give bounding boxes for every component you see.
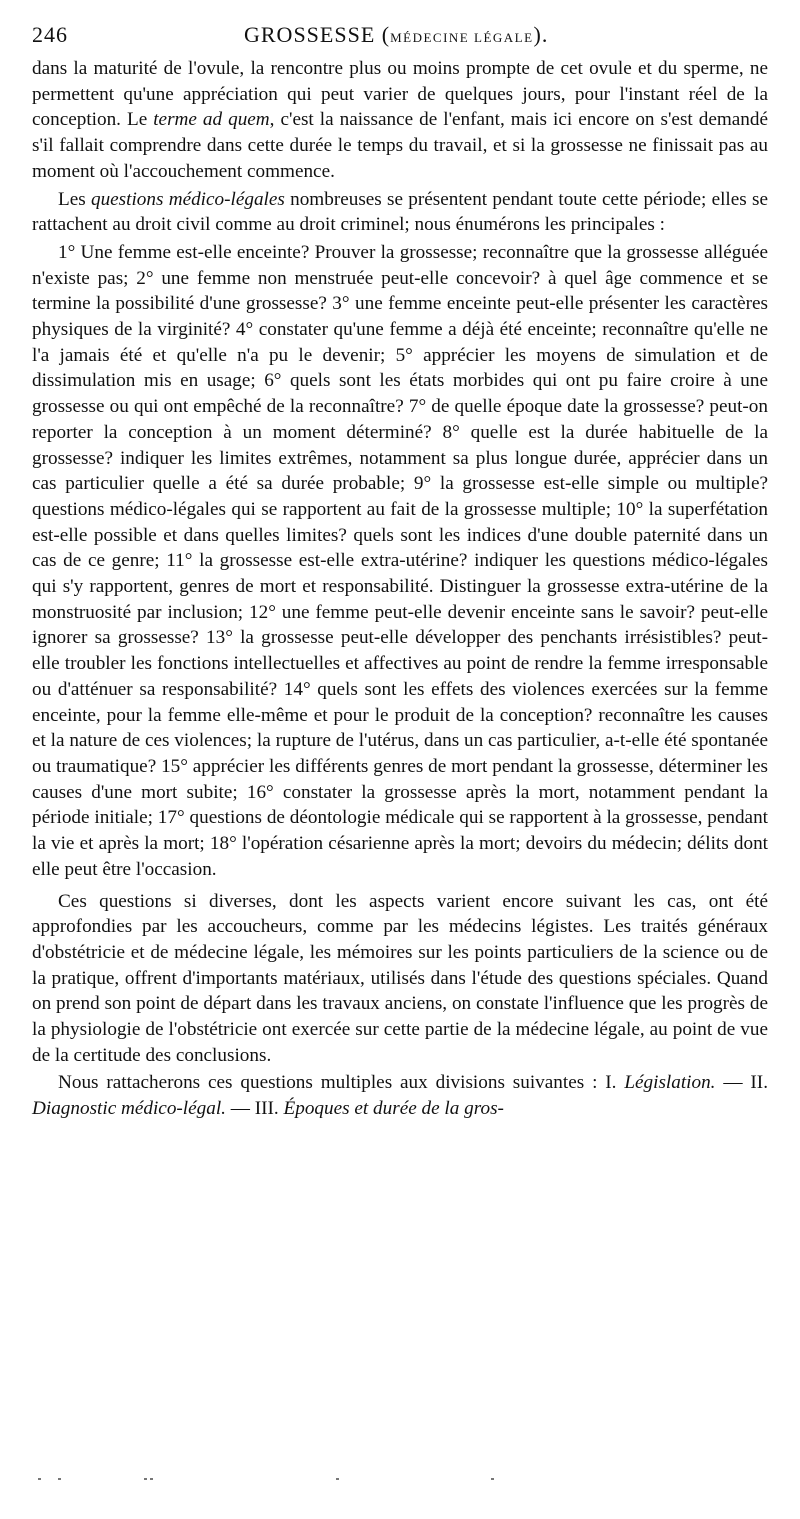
body-text xyxy=(32,56,768,1122)
paragraph-4-text: Ces questions si diverses, dont les aspects varient encore suivant les cas, ont été approfondies par les accoucheurs, comme par les médecins légistes. Les traités généraux d'obstétricie et de médecine légale, les mémoires sur les points particuliers de la science ou de la pratique, offrent d'importants matériaux, utilisés dans l'étude des questions spéciales. Quand on prend son point de départ dans les travaux anciens, on constate l'influence que les progrès de la physiologie de l'obstétricie ont exercée sur cette partie de la médecine légale, au point de vue de la certitude des conclusions. xyxy=(32,890,768,1066)
division-diagnostic: Diagnostic médico-légal. xyxy=(32,1098,226,1120)
running-head-close: ). xyxy=(533,22,549,47)
questions-medico-legales: questions médico-légales xyxy=(90,188,285,210)
paragraph-1 xyxy=(32,56,768,185)
paragraph-5-text: Nous rattacherons ces questions multiples aux divisions suivantes : I. xyxy=(58,1072,625,1094)
running-head-main: GROSSESSE ( xyxy=(244,22,391,47)
division-separator-1: — II. xyxy=(715,1072,768,1094)
scan-artifacts xyxy=(32,1478,768,1490)
division-epoques: Époques et durée de la gros- xyxy=(283,1098,504,1120)
paragraph-2-text-2: nombreuses se présentent pendant toute cette période; elles se rattachent au droit civil comme au droit criminel; nous énumérons les principales : xyxy=(32,188,768,236)
book-page xyxy=(32,22,768,1122)
division-legislation: Législation. xyxy=(624,1072,716,1094)
term-ad-quem: terme ad quem xyxy=(153,109,270,131)
division-separator-2: — III. xyxy=(225,1098,284,1120)
paragraph-1-text: dans la maturité de l'ovule, la rencontre plus ou moins prompte de cet ovule et du sperme, ne permettent qu'une appréciation qui peut varier de quelques jours, pour l'instant réel de la conception. Le xyxy=(32,58,768,131)
running-head xyxy=(244,22,548,48)
scan-speck xyxy=(491,1478,494,1480)
scan-speck xyxy=(58,1478,61,1480)
scan-speck xyxy=(336,1478,339,1480)
scan-speck xyxy=(150,1478,153,1480)
paragraph-2-text: Les xyxy=(58,188,91,210)
scan-speck xyxy=(144,1478,147,1480)
page-number: 246 xyxy=(32,22,68,47)
paragraph-3-text: 1° Une femme est-elle enceinte? Prouver la grossesse; reconnaître que la grossesse alléguée n'existe pas; 2° une femme non menstruée peut-elle concevoir? à quel âge commence et se termine la possibilité d'une grossesse? 3° une femme enceinte peut-elle présenter les caractères physiques de la virginité? 4° constater qu'une femme a déjà été enceinte; reconnaître qu'elle ne l'a jamais été et qu'elle n'a pu le devenir; 5° apprécier les moyens de simulation et de dissimulation mis en usage; 6° quels sont les états morbides qui ont pu faire croire à une grossesse ou qui ont empêché de la reconnaître? 7° de quelle époque date la grossesse? peut-on reporter la conception à un moment déterminé? 8° quelle est la durée habituelle de la grossesse? indiquer les limites extrêmes, notamment sa plus longue durée, apprécier dans un cas particulier quelle a été sa durée probable; 9° la grossesse est-elle simple ou multiple? questions médico-légales qui se rapportent au fait de la grossesse multiple; 10° la superfétation est-elle possible et dans quelles limites? quels sont les indices d'une double paternité dans un cas de ce genre; 11° la grossesse est-elle extra-utérine? indiquer les questions médico-légales qui s'y rapportent, genres de mort et responsabilité. Distinguer la grossesse extra-utérine de la monstruosité par inclusion; 12° une femme peut-elle devenir enceinte sans le savoir? peut-elle ignorer sa grossesse? 13° la grossesse peut-elle développer des penchants irrésistibles? peut-elle troubler les fonctions intellectuelles et affectives au point de rendre la femme irresponsable ou d'atténuer sa responsabilité? 14° quels sont les effets des violences exercées sur la femme enceinte, pour la femme elle-même et pour le produit de la conception? reconnaître les causes et la nature de ces violences; la rupture de l'utérus, dans un cas particulier, a-t-elle été spontanée ou traumatique? 15° apprécier les différents genres de mort pendant la grossesse, déterminer les causes d'une mort subite; 16° constater la grossesse après la mort, notamment pendant la période initiale; 17° questions de déontologie médicale qui se rapportent à la grossesse, pendant la vie et après la mort; 18° l'opération césarienne après la mort; devoirs du médecin; délits dont elle peut être l'occasion. xyxy=(32,241,768,880)
page-header xyxy=(32,22,768,56)
paragraph-2 xyxy=(32,187,768,238)
scan-speck xyxy=(38,1478,41,1480)
running-head-small-caps: MÉDECINE LÉGALE xyxy=(390,30,534,45)
paragraph-1-text-2: , c'est la naissance de l'enfant, mais ici encore on s'est demandé s'il fallait comprendre dans cette durée le temps du travail, et si la grossesse ne finissait pas au moment où l'accouchement commence. xyxy=(32,109,769,182)
paragraph-3-question-list xyxy=(32,240,768,883)
paragraph-4 xyxy=(32,889,768,1069)
paragraph-5 xyxy=(32,1070,768,1121)
